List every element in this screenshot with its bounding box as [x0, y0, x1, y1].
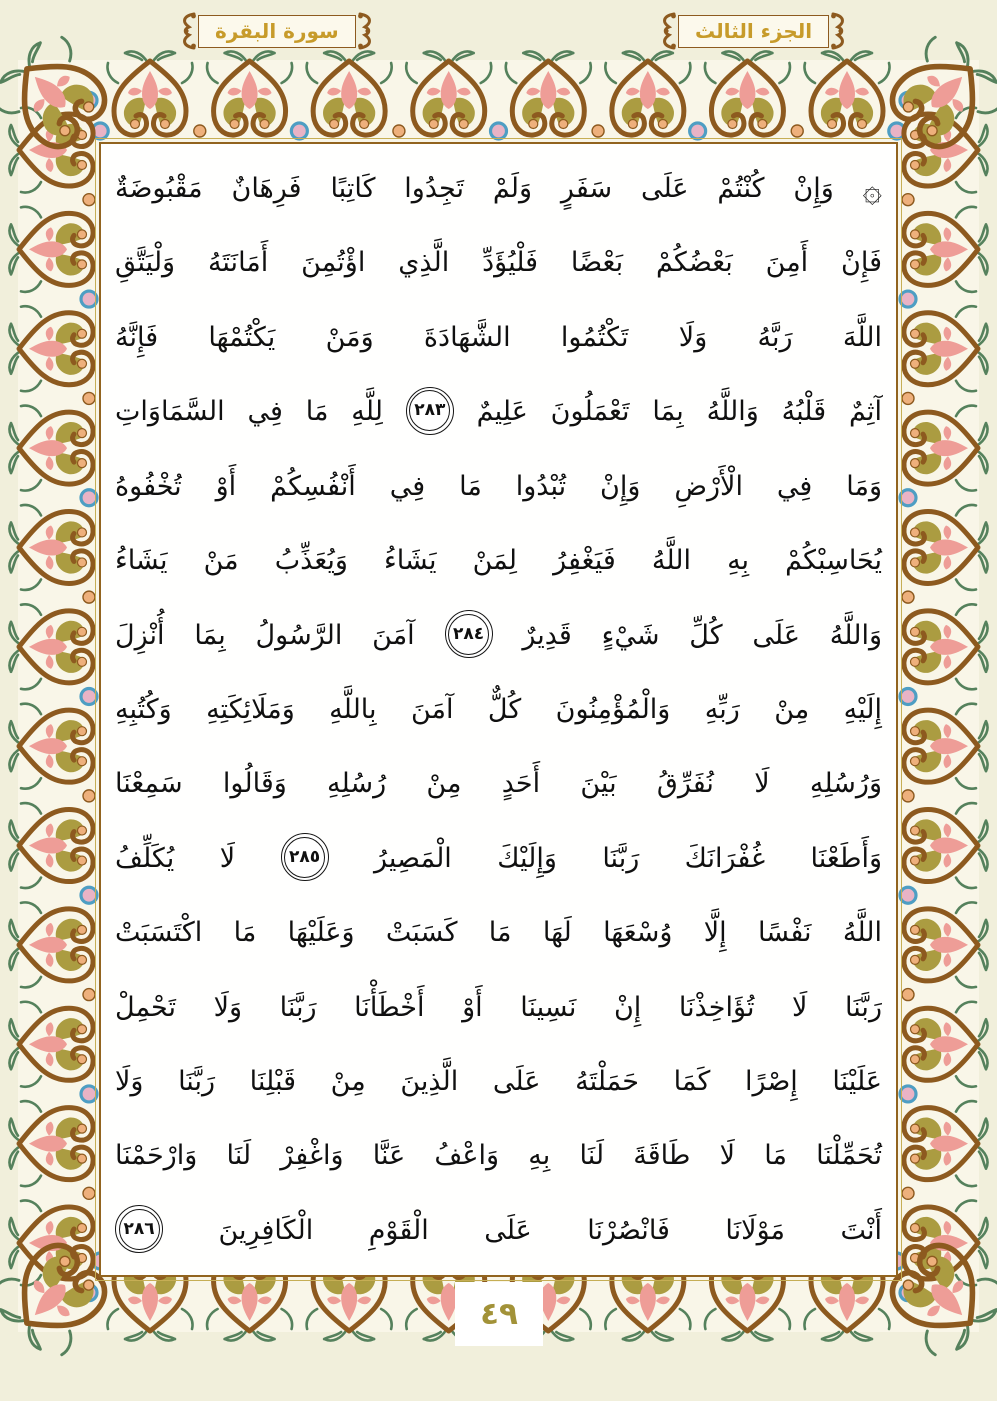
quran-line: [115, 301, 882, 374]
quran-line: [115, 971, 882, 1044]
ayah-text: إِلَيْهِ مِنْ رَبِّهِ وَالْمُؤْمِنُونَ كُلٌّ آمَنَ بِاللَّهِ وَمَلَائِكَتِهِ وَكُتُبِهِ: [115, 693, 882, 725]
surah-cartouche: [178, 9, 376, 53]
quran-line: [115, 822, 882, 895]
quran-line: [115, 152, 882, 225]
surah-title: سورة البقرة: [198, 15, 356, 48]
ayah-text: أَنْتَ مَوْلَانَا فَانْصُرْنَا عَلَى الْقَوْمِ الْكَافِرِينَ: [218, 1214, 882, 1246]
quran-line: [115, 599, 882, 672]
ayah-text: عَلَيْنَا إِصْرًا كَمَا حَمَلْتَهُ عَلَى الَّذِينَ مِنْ قَبْلِنَا رَبَّنَا وَلَا: [115, 1066, 882, 1098]
verse-number-medallion: ٢٨٣: [406, 387, 454, 435]
quran-line: [115, 226, 882, 299]
cartouche-bracket-icon: [829, 9, 849, 53]
ayah-text: لَا يُكَلِّفُ: [115, 842, 236, 874]
ayah-text: وَأَطَعْنَا غُفْرَانَكَ رَبَّنَا وَإِلَيْكَ الْمَصِيرُ: [374, 842, 882, 874]
ayah-text: اللَّهُ نَفْسًا إِلَّا وُسْعَهَا لَهَا مَا كَسَبَتْ وَعَلَيْهَا مَا اكْتَسَبَتْ: [115, 917, 882, 949]
verse-number-medallion: ٢٨٥: [281, 833, 329, 881]
ayah-text: وَاللَّهُ عَلَى كُلِّ شَيْءٍ قَدِيرٌ: [522, 619, 882, 651]
quran-line: [115, 1045, 882, 1118]
ayah-text: وَرُسُلِهِ لَا نُفَرِّقُ بَيْنَ أَحَدٍ مِنْ رُسُلِهِ وَقَالُوا سَمِعْنَا: [115, 768, 882, 800]
ayah-text: آمَنَ الرَّسُولُ بِمَا أُنْزِلَ: [115, 619, 415, 651]
cartouche-bracket-icon: [356, 9, 376, 53]
ayah-text: فَإِنْ أَمِنَ بَعْضُكُمْ بَعْضًا فَلْيُؤَدِّ الَّذِي اؤْتُمِنَ أَمَانَتَهُ وَلْيَتَّقِ: [115, 247, 882, 279]
quran-line: [115, 747, 882, 820]
quran-line: [115, 375, 882, 448]
juz-title: الجزء الثالث: [678, 15, 829, 48]
quran-line: [115, 1119, 882, 1192]
ayah-text: لِلَّهِ مَا فِي السَّمَاوَاتِ: [115, 396, 383, 428]
ayah-text: آثِمٌ قَلْبُهُ وَاللَّهُ بِمَا تَعْمَلُونَ عَلِيمٌ: [476, 396, 882, 428]
ayah-text: رَبَّنَا لَا تُؤَاخِذْنَا إِنْ نَسِينَا أَوْ أَخْطَأْنَا رَبَّنَا وَلَا تَحْمِلْ: [115, 991, 882, 1023]
ayah-text: وَإِنْ كُنْتُمْ عَلَى سَفَرٍ وَلَمْ تَجِدُوا كَاتِبًا فَرِهَانٌ مَقْبُوضَةٌ: [115, 173, 834, 204]
rub-el-hizb-icon: ۞: [862, 170, 882, 209]
juz-cartouche: [658, 9, 849, 53]
quran-line: [115, 673, 882, 746]
ayah-text: وَمَا فِي الْأَرْضِ وَإِنْ تُبْدُوا مَا فِي أَنْفُسِكُمْ أَوْ تُخْفُوهُ: [115, 470, 882, 502]
quran-line: [115, 1194, 882, 1267]
cartouche-bracket-icon: [178, 9, 198, 53]
cartouche-bracket-icon: [658, 9, 678, 53]
ayah-text: يُحَاسِبْكُمْ بِهِ اللَّهُ فَيَغْفِرُ لِمَنْ يَشَاءُ وَيُعَذِّبُ مَنْ يَشَاءُ: [115, 545, 882, 577]
verse-number-medallion: ٢٨٤: [445, 610, 493, 658]
text-panel: [99, 142, 898, 1277]
ayah-text: تُحَمِّلْنَا مَا لَا طَاقَةَ لَنَا بِهِ وَاعْفُ عَنَّا وَاغْفِرْ لَنَا وَارْحَمْنَا: [115, 1140, 882, 1172]
ayah-text: اللَّهَ رَبَّهُ وَلَا تَكْتُمُوا الشَّهَادَةَ وَمَنْ يَكْتُمْهَا فَإِنَّهُ: [115, 321, 882, 353]
quran-line: [115, 524, 882, 597]
verse-number-medallion: ٢٨٦: [115, 1205, 163, 1253]
quran-text: [115, 152, 882, 1267]
quran-line: [115, 450, 882, 523]
page-number: ٤٩: [455, 1282, 543, 1346]
quran-line: [115, 896, 882, 969]
